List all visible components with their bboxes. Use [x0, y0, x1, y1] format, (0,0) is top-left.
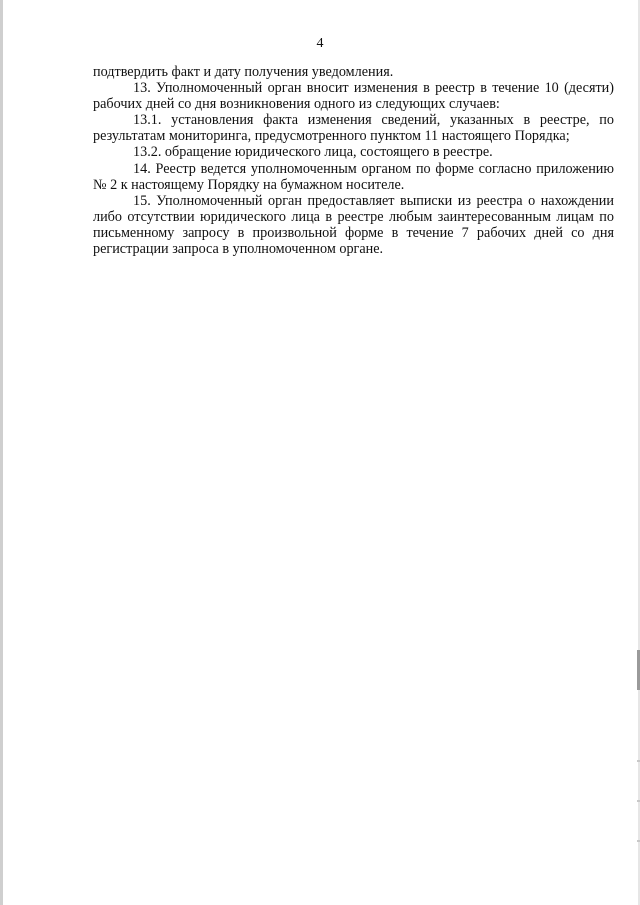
scan-left-edge — [0, 0, 3, 905]
paragraph-13-1: 13.1. установления факта изменения сведений, указанных в реестре, по результатам мониторинга, предусмотренного пунктом 11 настоящего Порядка; — [93, 112, 614, 145]
paragraph-15: 15. Уполномоченный орган предоставляет выписки из реестра о нахождении либо отсутствии юридического лица в реестре любым заинтересованным лицам по письменному запросу в произвольной форме в течение 7 рабочих дней со дня регистрации запроса в уполномоченном органе. — [93, 192, 614, 258]
paragraph-13: 13. Уполномоченный орган вносит изменения в реестр в течение 10 (десяти) рабочих дней со дня возникновения одного из следующих случаев: — [93, 80, 614, 113]
paragraph-14: 14. Реестр ведется уполномоченным органом по форме согласно приложению № 2 к настоящему Порядку на бумажном носителе. — [93, 160, 614, 193]
paragraph-continuation: подтвердить факт и дату получения уведомления. — [93, 64, 394, 80]
page-number: 4 — [316, 36, 324, 51]
paragraph-13-2: 13.2. обращение юридического лица, состоящего в реестре. — [133, 144, 493, 161]
document-body — [93, 64, 614, 257]
